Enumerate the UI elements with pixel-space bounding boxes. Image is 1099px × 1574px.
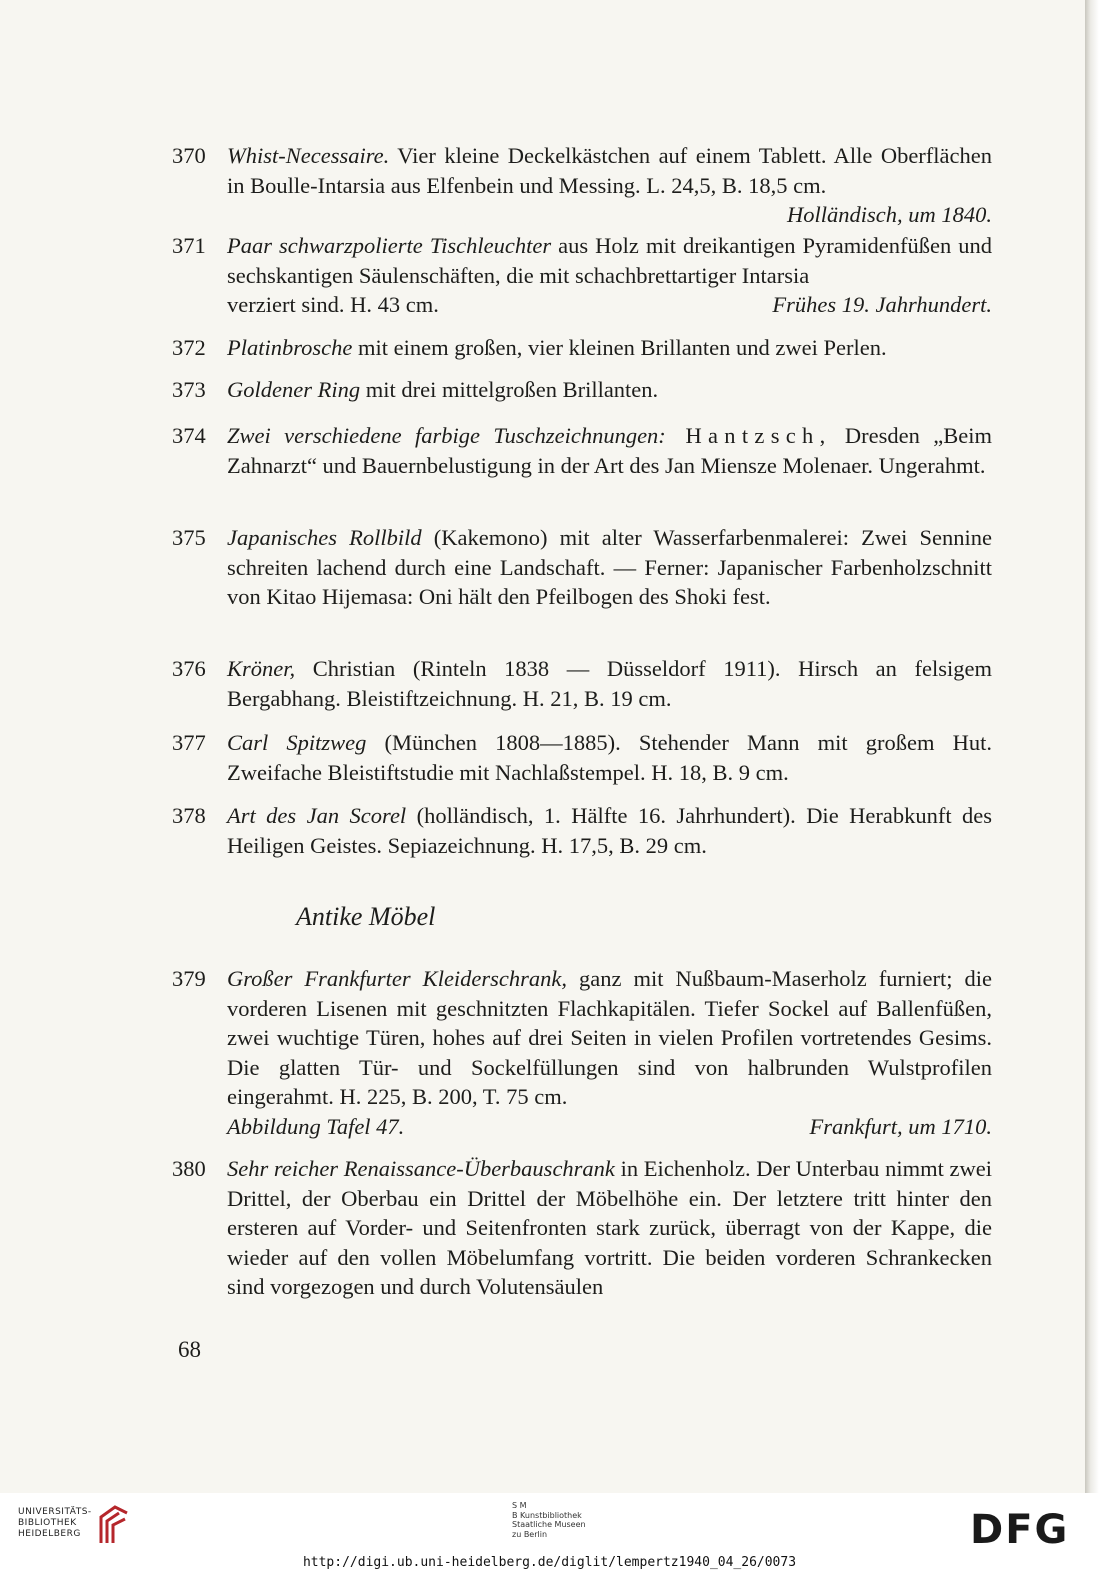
entry-number: 380 — [172, 1156, 206, 1181]
entry-number: 377 — [172, 730, 206, 755]
stamp-line: S M — [512, 1501, 527, 1510]
entry-description: in Eichenholz. Der Unterbau nimmt zwei Drittel, der Oberbau ein Drittel der Möbelhöhe ein. Der letztere tritt hinter den ersteren auf Vorder- und Seitenfronten stark zurück, überragt von der Kappe, die wieder auf den vollen Möbelumfang vortritt. Die beiden vorderen Schrankecken sind vorgezogen und durch Volutensäulen — [227, 1156, 992, 1300]
entry-lead: Platinbrosche — [227, 335, 353, 360]
entry-number: 379 — [172, 966, 206, 991]
entry-text — [227, 1154, 992, 1302]
entry-lead: Japanisches Rollbild — [227, 525, 422, 550]
entry-lead: Sehr reicher Renaissance-Überbauschrank — [227, 1156, 615, 1181]
catalog-entry-371 — [172, 231, 992, 320]
catalog-entry-374 — [172, 421, 992, 480]
library-logo-text — [18, 1507, 92, 1540]
library-name-line: UNIVERSITÄTS- — [18, 1507, 92, 1517]
entry-description: Christian (Rinteln 1838 — Düsseldorf 1911). Hirsch an felsigem Bergabhang. Bleistiftzeichnung. H. 21, B. 19 cm. — [227, 656, 992, 711]
stamp-line: B Kunstbibliothek — [512, 1510, 582, 1520]
stamp-line: zu Berlin — [512, 1529, 548, 1539]
page-edge — [1085, 0, 1099, 1493]
entry-description: mit drei mittelgroßen Brillanten. — [360, 377, 659, 402]
entry-number: 370 — [172, 143, 206, 168]
entry-tail — [227, 290, 992, 320]
artist-name: Hantzsch, — [665, 423, 832, 448]
entry-description: mit einem großen, vier kleinen Brillanten und zwei Perlen. — [352, 335, 887, 360]
viewer-footer — [0, 1493, 1099, 1574]
entry-attribution: Frühes 19. Jahrhundert. — [772, 292, 992, 318]
entry-description: (Kakemono) mit alter Wasserfarbenmalerei: Zwei Sennine schreiten lachend durch eine Landschaft. — Ferner: Japanischer Farbenholzschnitt von Kitao Hijemasa: Oni hält den Pfeilbogen des Shoki fest. — [227, 525, 992, 610]
entry-number: 376 — [172, 656, 206, 681]
entry-number: 372 — [172, 335, 206, 360]
plate-reference: Abbildung Tafel 47. — [227, 1113, 405, 1139]
stamp-line: Staatliche Museen — [512, 1520, 586, 1529]
entry-lead: Zwei verschiedene farbige Tuschzeichnungen: — [227, 423, 666, 448]
entry-description: Vier kleine Deckelkästchen auf einem Tablett. Alle Oberflächen in Boulle-Intarsia aus Elfenbein und Messing. L. 24,5, B. 18,5 cm. — [227, 143, 992, 198]
entry-lead: Art des Jan Scorel — [227, 803, 407, 828]
entry-description: Dresden „Beim Zahnarzt“ und Bauernbelustigung in der Art des Jan Miensze Molenaer. Ungerahmt. — [227, 423, 992, 478]
catalog-entry-372 — [172, 333, 992, 363]
library-emblem-icon — [97, 1503, 131, 1547]
entry-tail-left: verziert sind. H. 43 cm. — [227, 292, 439, 318]
entry-description: ganz mit Nußbaum-Maserholz furniert; die vorderen Lisenen mit geschnitzten Flachkapitälen. Tiefer Sockel auf Ballenfüßen, zwei wuchtige Türen, hohes auf drei Seiten in vielen Profilen vortretendes Gesims. Die glatten Tür- und Sockelfüllungen sind von halbrunden Wulstprofilen eingerahmt. H. 225, B. 200, T. 75 cm. — [227, 966, 992, 1110]
entry-number: 378 — [172, 803, 206, 828]
entry-text — [227, 231, 992, 290]
catalog-entry-370 — [172, 141, 992, 230]
entry-text — [227, 654, 992, 713]
entry-number: 375 — [172, 525, 206, 550]
entry-number: 373 — [172, 377, 206, 402]
entry-text — [227, 964, 992, 1112]
entry-attribution: Frankfurt, um 1710. — [809, 1113, 992, 1139]
catalog-entry-377 — [172, 728, 992, 787]
entry-text — [227, 523, 992, 612]
entry-lead: Großer Frankfurter Kleiderschrank, — [227, 966, 568, 991]
library-name-line: HEIDELBERG — [18, 1529, 81, 1539]
entry-lead: Carl Spitzweg — [227, 730, 367, 755]
entry-attribution: Holländisch, um 1840. — [787, 202, 992, 228]
permalink-url[interactable]: http://digi.ub.uni-heidelberg.de/diglit/lempertz1940_04_26/0073 — [302, 1555, 797, 1570]
entry-number: 374 — [172, 423, 206, 448]
entry-tail — [227, 1112, 992, 1142]
entry-text — [227, 333, 992, 363]
catalog-entry-376 — [172, 654, 992, 713]
dfg-logo: DFG — [970, 1507, 1070, 1553]
entry-lead: Whist-Necessaire. — [227, 143, 390, 168]
entry-lead: Kröner, — [227, 656, 296, 681]
page-number: 68 — [178, 1337, 201, 1362]
entry-text — [227, 375, 992, 405]
entry-text — [227, 801, 992, 860]
catalog-entry-378 — [172, 801, 992, 860]
museum-stamp — [512, 1501, 586, 1539]
catalog-entry-375 — [172, 523, 992, 612]
entry-text — [227, 421, 992, 480]
entry-description: (holländisch, 1. Hälfte 16. Jahrhundert). Die Herabkunft des Heiligen Geistes. Sepiazeichnung. H. 17,5, B. 29 cm. — [227, 803, 992, 858]
entry-text — [227, 141, 992, 200]
catalog-entry-373 — [172, 375, 992, 405]
catalog-entry-379 — [172, 964, 992, 1142]
entry-lead: Goldener Ring — [227, 377, 361, 402]
entry-number: 371 — [172, 233, 206, 258]
catalog-entry-380 — [172, 1154, 992, 1302]
entry-description: aus Holz mit dreikantigen Pyramidenfüßen und sechskantigen Säulenschäften, die mit schachbrettartiger Intarsia — [227, 233, 992, 288]
library-name-line: BIBLIOTHEK — [18, 1518, 77, 1528]
entry-description: (München 1808—1885). Stehender Mann mit großem Hut. Zweifache Bleistiftstudie mit Nachlaßstempel. H. 18, B. 9 cm. — [227, 730, 992, 785]
entry-lead: Paar schwarzpolierte Tischleuchter — [227, 233, 552, 258]
entry-text — [227, 728, 992, 787]
section-heading: Antike Möbel — [296, 902, 436, 931]
